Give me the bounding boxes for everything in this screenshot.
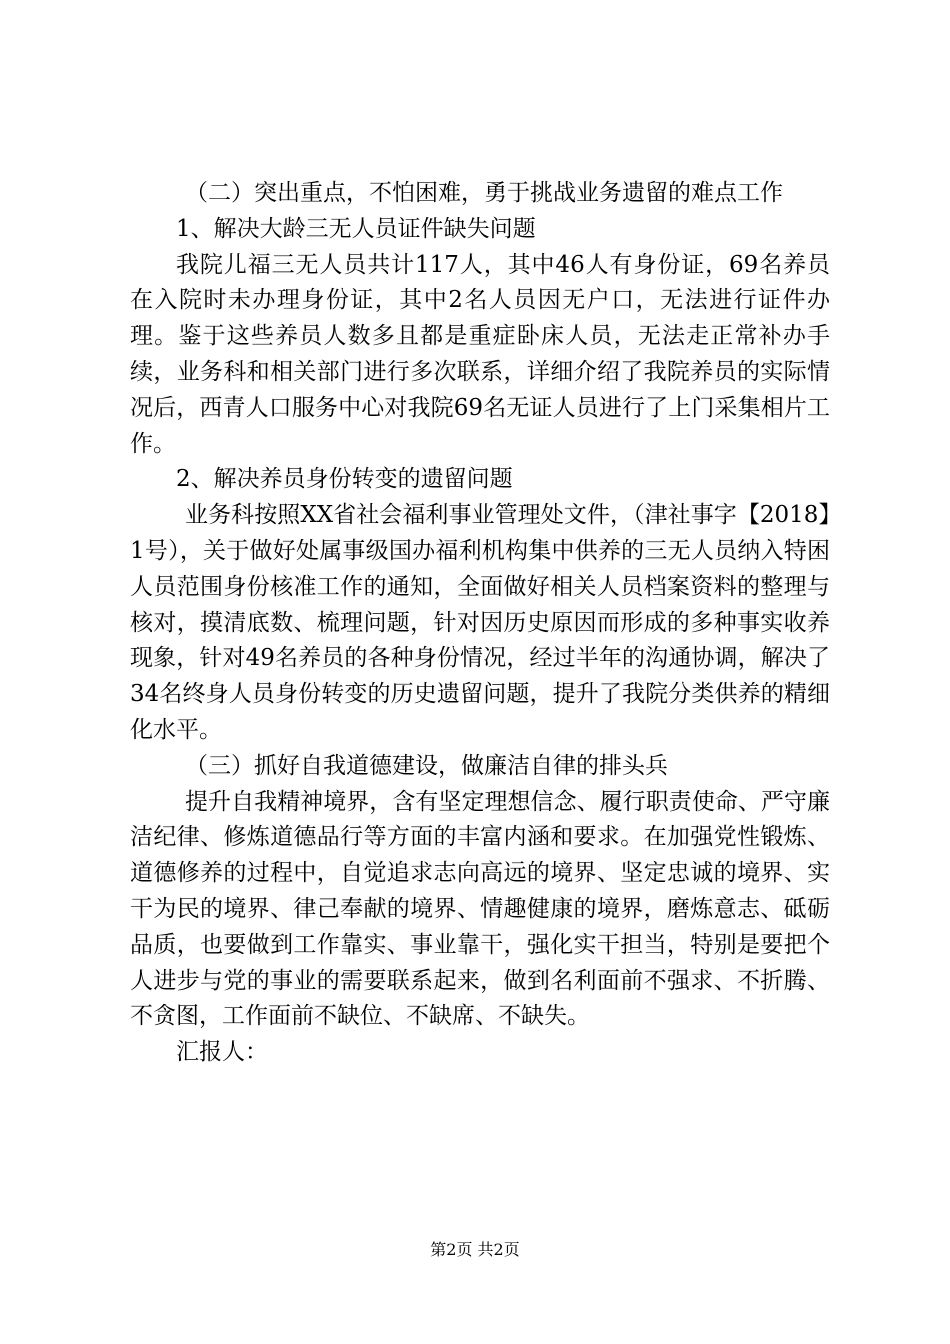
subheading-two: 2、解决养员身份转变的遗留问题 <box>176 466 513 493</box>
reporter-signature-line: 汇报人： <box>176 1039 268 1066</box>
page-footer: 第2页 共2页 <box>430 1240 520 1259</box>
section-heading-three: （三）抓好自我道德建设，做廉洁自律的排头兵 <box>185 752 668 779</box>
document-body <box>130 176 830 1071</box>
paragraph-id-documents: 我院儿福三无人员共计117人，其中46人有身份证，69名养员在入院时未办理身份证，其中2名人员因无户口，无法进行证件办理。鉴于这些养员人数多且都是重症卧床人员，无法走正常补办手续，业务科和相关部门进行多次联系，详细介绍了我院养员的实际情况后，西青人口服务中心对我院69名无证人员进行了上门采集相片工作。 <box>130 251 830 457</box>
paragraph-identity-change: 业务科按照XX省社会福利事业管理处文件，（津社事字【2018】1号），关于做好处属事级国办福利机构集中供养的三无人员纳入特困人员范围身份核准工作的通知，全面做好相关人员档案资料的整理与核对，摸清底数、梳理问题，针对因历史原因而形成的多种事实收养现象，针对49名养员的各种身份情况，经过半年的沟通协调，解决了34名终身人员身份转变的历史遗留问题，提升了我院分类供养的精细化水平。 <box>130 502 830 743</box>
section-heading-two: （二）突出重点，不怕困难，勇于挑战业务遗留的难点工作 <box>185 180 783 206</box>
subheading-one: 1、解决大龄三无人员证件缺失问题 <box>176 215 536 242</box>
paragraph-moral-building: 提升自我精神境界，含有坚定理想信念、履行职责使命、严守廉洁纪律、修炼道德品行等方面的丰富内涵和要求。在加强党性锻炼、道德修养的过程中，自觉追求志向高远的境界、坚定忠诚的境界、实干为民的境界、律己奉献的境界、情趣健康的境界，磨炼意志、砥砺品质，也要做到工作靠实、事业靠干，强化实干担当，特别是要把个人进步与党的事业的需要联系起来，做到名利面前不强求、不折腾、不贪图，工作面前不缺位、不缺席、不缺失。 <box>130 788 830 1030</box>
